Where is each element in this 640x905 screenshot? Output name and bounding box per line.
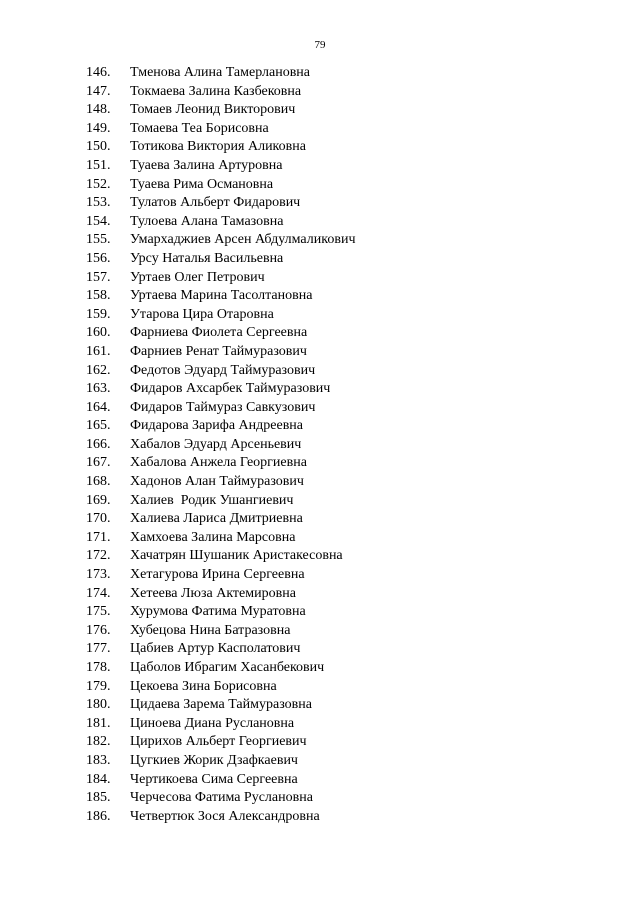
list-item — [0, 343, 640, 362]
list-item — [0, 752, 640, 771]
list-item — [0, 138, 640, 157]
item-number: 173. — [86, 567, 111, 583]
item-name: Фарниев Ренат Таймуразович — [130, 343, 307, 359]
item-number: 148. — [86, 102, 111, 118]
item-name: Токмаева Залина Казбековна — [130, 83, 302, 99]
item-name: Фидаров Таймураз Савкузович — [130, 399, 316, 415]
item-name: Умархаджиев Арсен Абдулмаликович — [130, 232, 356, 248]
item-name: Цабиев Артур Касполатович — [130, 641, 301, 657]
list-item — [0, 678, 640, 697]
item-number: 152. — [86, 176, 111, 192]
name-list — [0, 64, 640, 826]
list-item — [0, 659, 640, 678]
item-name: Четвертюк Зося Александровна — [130, 808, 320, 824]
item-name: Урсу Наталья Васильевна — [130, 250, 284, 266]
list-item — [0, 510, 640, 529]
item-number: 158. — [86, 288, 111, 304]
list-item — [0, 231, 640, 250]
list-item — [0, 157, 640, 176]
item-number: 170. — [86, 511, 111, 527]
item-number: 146. — [86, 65, 111, 80]
list-item — [0, 529, 640, 548]
item-number: 147. — [86, 83, 111, 99]
item-number: 185. — [86, 790, 111, 806]
list-item — [0, 380, 640, 399]
item-number: 166. — [86, 436, 111, 452]
item-number: 151. — [86, 157, 111, 173]
item-number: 176. — [86, 622, 111, 638]
list-item — [0, 603, 640, 622]
item-number: 186. — [86, 808, 111, 824]
item-name: Цугкиев Жорик Дзафкаевич — [130, 752, 298, 768]
list-item — [0, 324, 640, 343]
item-number: 178. — [86, 660, 111, 675]
item-name: Туаева Рима Османовна — [130, 176, 274, 192]
item-number: 183. — [86, 752, 111, 768]
item-number: 157. — [86, 269, 111, 285]
page-number: 79 — [314, 39, 326, 51]
list-item — [0, 417, 640, 436]
list-item — [0, 585, 640, 604]
item-number: 164. — [86, 399, 111, 415]
list-item — [0, 120, 640, 139]
item-name: Хубецова Нина Батразовна — [130, 622, 291, 638]
item-number: 168. — [86, 474, 111, 490]
item-number: 180. — [86, 697, 111, 713]
item-number: 156. — [86, 250, 111, 266]
item-name: Хабалова Анжела Георгиевна — [130, 455, 307, 471]
list-item — [0, 83, 640, 102]
item-name: Цидаева Зарема Таймуразовна — [130, 697, 312, 713]
item-name: Тотикова Виктория Аликовна — [130, 139, 306, 155]
item-name: Уртаев Олег Петрович — [130, 269, 265, 285]
item-name: Тменова Алина Тамерлановна — [130, 65, 311, 80]
item-number: 167. — [86, 455, 111, 471]
item-name: Хабалов Эдуард Арсеньевич — [130, 436, 302, 452]
item-name: Утарова Цира Отаровна — [130, 306, 274, 322]
item-number: 171. — [86, 529, 111, 545]
item-name: Циноева Диана Руслановна — [130, 715, 295, 731]
item-name: Хетеева Люза Актемировна — [130, 585, 296, 601]
item-number: 162. — [86, 362, 111, 378]
item-number: 153. — [86, 195, 111, 211]
item-name: Цаболов Ибрагим Хасанбекович — [130, 660, 325, 675]
list-item — [0, 269, 640, 288]
item-number: 179. — [86, 678, 111, 694]
item-number: 181. — [86, 715, 111, 731]
list-item — [0, 492, 640, 511]
list-item — [0, 622, 640, 641]
item-name: Хамхоева Залина Марсовна — [130, 529, 296, 545]
item-name: Хачатрян Шушаник Аристакесовна — [130, 548, 343, 564]
item-number: 184. — [86, 771, 111, 787]
item-number: 155. — [86, 232, 111, 248]
list-item — [0, 436, 640, 455]
item-name: Уртаева Марина Тасолтановна — [130, 288, 313, 304]
item-number: 160. — [86, 325, 111, 341]
list-item — [0, 101, 640, 120]
item-number: 149. — [86, 120, 111, 136]
item-name: Чертикоева Сима Сергеевна — [130, 771, 298, 787]
list-item — [0, 287, 640, 306]
item-number: 163. — [86, 381, 111, 397]
item-name: Хадонов Алан Таймуразович — [130, 474, 304, 490]
item-name: Тулоева Алана Тамазовна — [130, 213, 284, 229]
item-name: Туаева Залина Артуровна — [130, 157, 283, 173]
item-number: 182. — [86, 734, 111, 750]
item-name: Фидаров Ахсарбек Таймуразович — [130, 381, 331, 397]
list-item — [0, 194, 640, 213]
item-name: Федотов Эдуард Таймуразович — [130, 362, 316, 378]
item-number: 154. — [86, 213, 111, 229]
item-name: Халиев Родик Ушангиевич — [130, 492, 294, 508]
list-item — [0, 399, 640, 418]
item-number: 174. — [86, 585, 111, 601]
item-name: Томаева Теа Борисовна — [130, 120, 269, 136]
list-item — [0, 789, 640, 808]
item-number: 161. — [86, 343, 111, 359]
list-item — [0, 64, 640, 83]
list-item — [0, 250, 640, 269]
list-item — [0, 771, 640, 790]
list-item — [0, 454, 640, 473]
item-name: Фарниева Фиолета Сергеевна — [130, 325, 308, 341]
item-name: Тулатов Альберт Фидарович — [130, 195, 301, 211]
item-number: 165. — [86, 418, 111, 434]
item-name: Халиева Лариса Дмитриевна — [130, 511, 303, 527]
list-item — [0, 640, 640, 659]
list-item — [0, 547, 640, 566]
item-name: Фидарова Зарифа Андреевна — [130, 418, 304, 434]
list-item — [0, 808, 640, 827]
list-item — [0, 473, 640, 492]
list-item — [0, 696, 640, 715]
list-item — [0, 306, 640, 325]
list-item — [0, 213, 640, 232]
list-item — [0, 715, 640, 734]
item-name: Черчесова Фатима Руслановна — [130, 790, 313, 806]
item-number: 150. — [86, 139, 111, 155]
item-number: 172. — [86, 548, 111, 564]
item-name: Томаев Леонид Викторович — [130, 102, 296, 118]
item-name: Цекоева Зина Борисовна — [130, 678, 277, 694]
item-number: 175. — [86, 604, 111, 620]
item-name: Хетагурова Ирина Сергеевна — [130, 567, 305, 583]
item-name: Хурумова Фатима Муратовна — [130, 604, 306, 620]
item-number: 159. — [86, 306, 111, 322]
list-item — [0, 733, 640, 752]
list-item — [0, 566, 640, 585]
item-number: 169. — [86, 492, 111, 508]
list-item — [0, 362, 640, 381]
item-name: Цирихов Альберт Георгиевич — [130, 734, 307, 750]
list-item — [0, 176, 640, 195]
item-number: 177. — [86, 641, 111, 657]
